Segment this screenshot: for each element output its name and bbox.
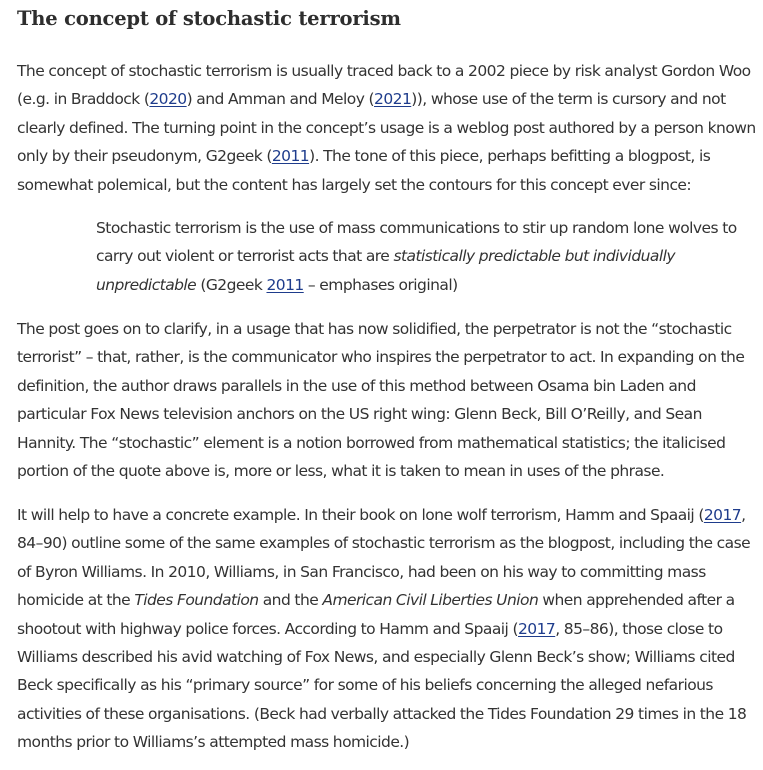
- quote-emphasis: statistically predictable but individually unpredictable: [96, 247, 675, 294]
- paragraph-text: It will help to have a concrete example. In their book on lone wolf terrorism, Hamm and Spaaij (: [17, 506, 704, 524]
- paragraph-example: [17, 501, 763, 757]
- paragraph-intro: [17, 57, 763, 199]
- citation-link-g2geek-2011-quote[interactable]: 2011: [266, 275, 304, 294]
- paragraph-text: and the: [258, 591, 323, 610]
- citation-link-hamm-spaaij-2017[interactable]: 2017: [703, 506, 742, 524]
- block-quote: [96, 214, 756, 299]
- paragraph-clarification: The post goes on to clarify, in a usage that has now solidified, the perpetrator is not the “stochastic terrorist” – that, rather, is the communicator who inspires the perpetrator to act. In expanding on the definition, the author draws parallels in the use of this method between Osama bin Laden and particular Fox News television anchors on the US right wing: Glenn Beck, Bill O’Reilly, and Sean Hannity. The “stochastic” element is a notion borrowed from mathematical statistics; the italicised portion of the quote above is, more or less, what it is taken to mean in uses of the phrase.: [17, 320, 745, 481]
- organisation-name: American Civil Liberties Union: [322, 591, 539, 610]
- quote-text: – emphases original): [303, 275, 458, 294]
- citation-link-braddock-2020[interactable]: 2020: [149, 90, 187, 109]
- citation-link-amman-meloy-2021[interactable]: 2021: [374, 90, 412, 109]
- paragraph-text: , 85–86), those close to Williams described his avid watching of Fox News, and especially Glenn Beck’s show; Williams cited Beck specifically as his “primary source” for some of his beliefs concerning the alleged nefarious activities of these organisations. (Beck had verbally attacked the Tides Foundation 29 times in the 18 months prior to Williams’s attempted mass homicide.): [17, 619, 747, 752]
- paragraph-text: The concept of stochastic terrorism is usually traced back to a 2002 piece by risk analyst Gordon Woo (e.g. in Braddock (: [17, 62, 751, 109]
- paragraph-text: ). The tone of this piece, perhaps befitting a blogpost, is somewhat polemical, but the content has largely set the contours for this concept ever since:: [17, 147, 711, 194]
- section-heading: The concept of stochastic terrorism: [17, 7, 401, 30]
- organisation-name: Tides Foundation: [134, 591, 259, 610]
- quote-text: (G2geek: [196, 275, 267, 294]
- paragraph-text: )), whose use of the term is cursory and not clearly defined. The turning point in the concept’s usage is a weblog post authored by a person known only by their pseudonym, G2geek (: [17, 90, 756, 166]
- paragraph-text: ) and Amman and Meloy (: [186, 90, 375, 109]
- citation-link-g2geek-2011[interactable]: 2011: [271, 147, 310, 166]
- paragraph-text: when apprehended after a shootout with highway police forces. According to Hamm and Spaaij (: [17, 591, 735, 638]
- paragraph-text: , 84–90) outline some of the same examples of stochastic terrorism as the blogpost, including the case of Byron Williams. In 2010, Williams, in San Francisco, had been on his way to committing mass homicide at the: [17, 506, 751, 610]
- quote-text: Stochastic terrorism is the use of mass communications to stir up random lone wolves to carry out violent or terrorist acts that are: [96, 219, 737, 266]
- citation-link-hamm-spaaij-2017-second[interactable]: 2017: [517, 619, 556, 638]
